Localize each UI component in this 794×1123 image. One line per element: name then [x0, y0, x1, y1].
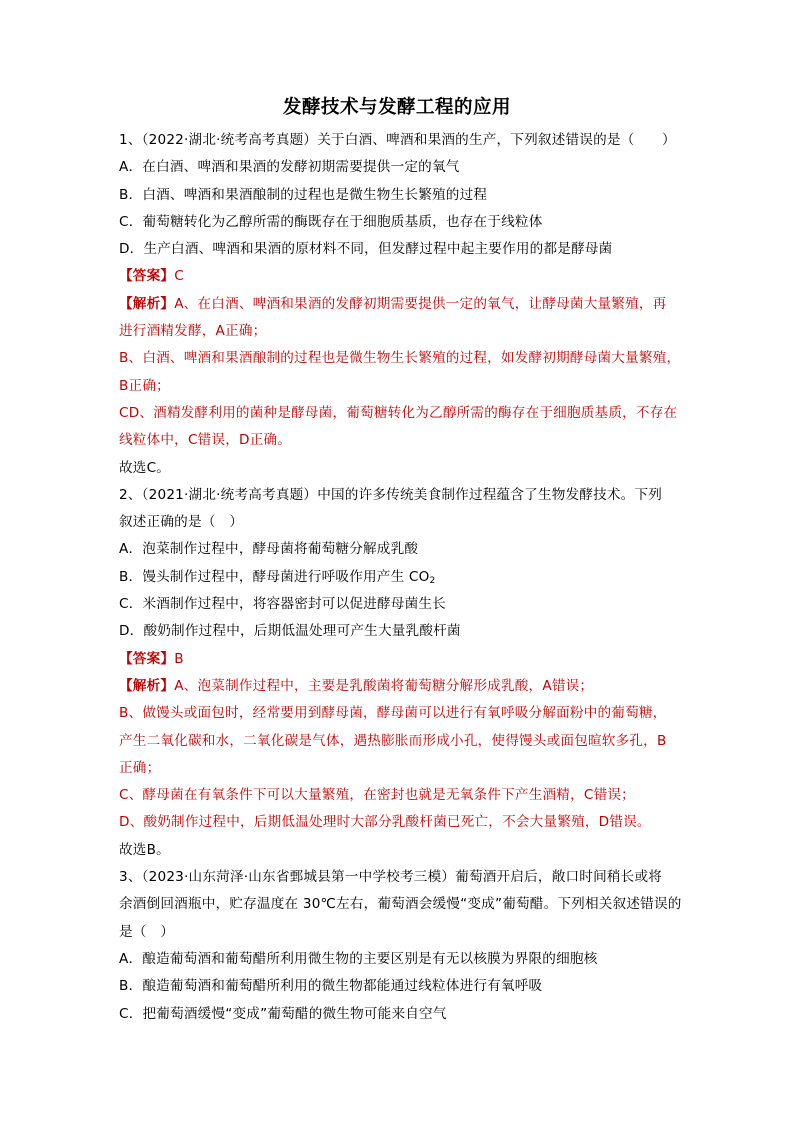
q3-option-b: B．酿造葡萄酒和葡萄醋所利用的微生物都能通过线粒体进行有氧呼吸 — [119, 978, 543, 995]
question-list — [119, 127, 682, 1028]
q1-option-d: D．生产白酒、啤酒和果酒的原材料不同，但发酵过程中起主要作用的都是酵母菌 — [119, 241, 613, 258]
q2-stem: 2、（2021·湖北·统考高考真题）中国的许多传统美食制作过程蕴含了生物发酵技术。下列 — [119, 486, 663, 503]
q3-stem: 3、（2023·山东菏泽·山东省鄄城县第一中学校考三模）葡萄酒开启后，敞口时间稍长或将 — [119, 869, 663, 886]
q1-conclusion: 故选C。 — [119, 459, 171, 476]
q1-analysis-line: B、白酒、啤酒和果酒酿制的过程也是微生物生长繁殖的过程，如发酵初期酵母菌大量繁殖， — [119, 350, 681, 367]
answer-label: 【答案】 — [119, 650, 175, 667]
q1-option-c: C．葡萄糖转化为乙醇所需的酶既存在于细胞质基质，也存在于线粒体 — [119, 213, 543, 230]
q2-option-b-text: B．馒头制作过程中，酵母菌进行呼吸作用产生 CO — [119, 568, 430, 585]
subscript: 2 — [429, 575, 436, 586]
q2-option-d: D．酸奶制作过程中，后期低温处理可产生大量乳酸杆菌 — [119, 623, 461, 640]
q1-stem: 1、（2022·湖北·统考高考真题）关于白酒、啤酒和果酒的生产，下列叙述错误的是（ ） — [119, 132, 676, 148]
q3-option-c: C．把葡萄酒缓慢“变成”葡萄醋的微生物可能来自空气 — [119, 1005, 447, 1022]
q2-option-a: A．泡菜制作过程中，酵母菌将葡萄糖分解成乳酸 — [119, 541, 419, 558]
answer-label: 【答案】 — [119, 268, 175, 285]
q3-stem: 余酒倒回酒瓶中，贮存温度在 30℃左右，葡萄酒会缓慢“变成”葡萄醋。下列相关叙述错误的 — [119, 896, 682, 913]
q2-analysis-line: 产生二氧化碳和水，二氧化碳是气体，遇热膨胀而形成小孔，使得馒头或面包暄软多孔，B — [119, 732, 667, 749]
q1-analysis-line: B正确； — [119, 377, 170, 394]
answer-value: B — [174, 650, 184, 667]
q2-answer — [119, 646, 679, 673]
page-title: 发酵技术与发酵工程的应用 — [282, 97, 511, 118]
q1-option-b: B．白酒、啤酒和果酒酿制的过程也是微生物生长繁殖的过程 — [119, 186, 488, 203]
q2-analysis-line: D、酸奶制作过程中，后期低温处理时大部分乳酸杆菌已死亡，不会大量繁殖，D错误。 — [119, 814, 651, 831]
q1-analysis-line: 线粒体中，C错误，D正确。 — [119, 432, 292, 449]
q3-option-a: A．酿造葡萄酒和葡萄醋所利用微生物的主要区别是有无以核膜为界限的细胞核 — [119, 950, 598, 967]
q2-option-c: C．米酒制作过程中，将容器密封可以促进酵母菌生长 — [119, 596, 446, 613]
q1-analysis-line: 进行酒精发酵，A正确； — [119, 323, 267, 340]
analysis-label: 【解析】 — [119, 295, 175, 312]
analysis-label: 【解析】 — [119, 677, 175, 694]
q1-answer — [119, 263, 679, 290]
answer-value: C — [174, 268, 184, 285]
q2-analysis-line: 正确； — [119, 759, 161, 776]
q2-conclusion: 故选B。 — [119, 841, 170, 858]
q2-analysis-line: C、酵母菌在有氧条件下可以大量繁殖，在密封也就是无氧条件下产生酒精，C错误； — [119, 787, 635, 804]
q1-analysis-line — [119, 291, 679, 318]
q1-option-a: A．在白酒、啤酒和果酒的发酵初期需要提供一定的氧气 — [119, 159, 460, 176]
q2-analysis-line — [119, 673, 679, 700]
q2-analysis-line: B、做馒头或面包时，经常要用到酵母菌，酵母菌可以进行有氧呼吸分解面粉中的葡萄糖， — [119, 705, 667, 722]
q2-stem: 叙述正确的是（ ） — [119, 514, 244, 531]
q3-stem: 是（ ） — [119, 923, 175, 940]
analysis-text: A、在白酒、啤酒和果酒的发酵初期需要提供一定的氧气，让酵母菌大量繁殖，再 — [174, 295, 667, 312]
q1-analysis-line: CD、酒精发酵利用的菌种是酵母菌，葡萄糖转化为乙醇所需的酶存在于细胞质基质，不存在 — [119, 404, 678, 421]
analysis-text: A、泡菜制作过程中，主要是乳酸菌将葡萄糖分解形成乳酸，A错误； — [174, 677, 594, 694]
q2-option-b — [119, 564, 679, 591]
